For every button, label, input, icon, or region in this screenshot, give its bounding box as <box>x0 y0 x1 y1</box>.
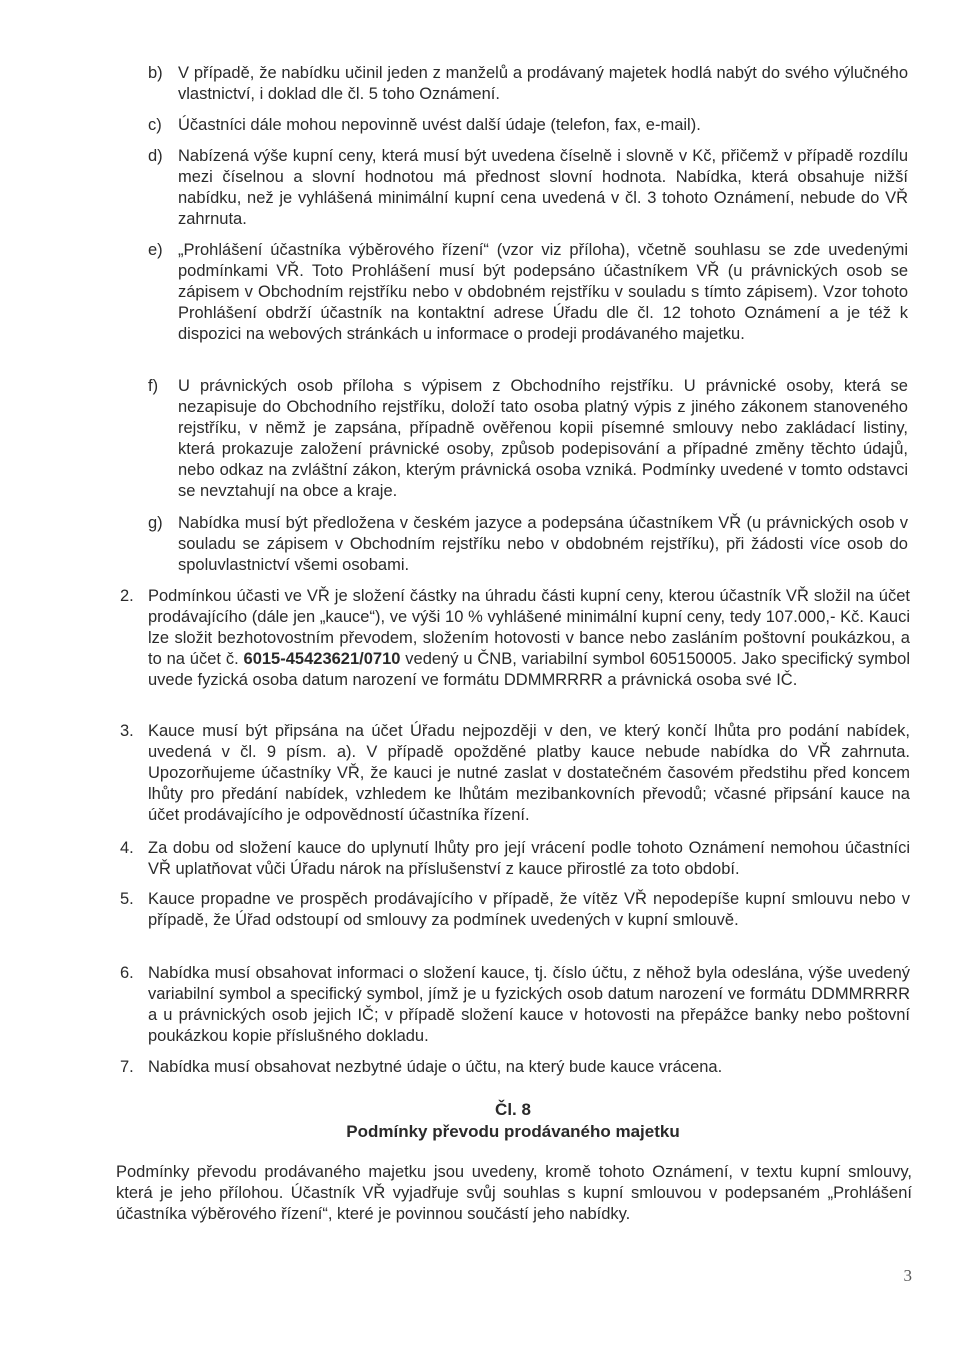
list-item-d <box>148 146 908 230</box>
section-number: Čl. 8 <box>495 1100 531 1119</box>
page-number: 3 <box>903 1266 912 1285</box>
list-item-label: 5. <box>120 890 134 908</box>
list-item-label: d) <box>148 147 163 165</box>
list-item-label: f) <box>148 377 159 395</box>
list-item-text: U právnických osob příloha s výpisem z Obchodního rejstříku. U právnické osoby, která se nezapisuje do Obchodního rejstříku, doloží tato osoba platný výpis z jiného zákonem stanoveného rejstříku, v němž je zapsána, případně ověřenou kopii písemné smlouvy nebo zakládací listiny, která prokazuje založení právnické osoby, způsob podepisování a případné změny těchto údajů, nebo odkaz na zvláštní zákon, kterým právnická osoba vzniká. Podmínky uvedené v tomto odstavci se nevztahují na obce a kraje. <box>178 377 908 500</box>
list-item-label: 4. <box>120 839 134 857</box>
list-item-text: Kauce propadne ve prospěch prodávajícího v případě, že vítěz VŘ nepodepíše kupní smlouvu nebo v případě, že Úřad odstoupí od smlouvy za podmínek uvedených v kupní smlouvě. <box>148 890 910 929</box>
list-item-label: b) <box>148 64 163 82</box>
list-item-text: Za dobu od složení kauce do uplynutí lhůty pro její vrácení podle tohoto Oznámení nemohou účastníci VŘ uplatňovat vůči Úřadu nárok na příslušenství z kauce přirostlé za toto období. <box>148 839 910 878</box>
list-item-text: „Prohlášení účastníka výběrového řízení“ (vzor viz příloha), včetně souhlasu se zde uvedenými podmínkami VŘ. Toto Prohlášení musí být podepsáno účastníkem VŘ (u právnických osob se zápisem v Obchodním rejstříku nebo v obdobném rejstříku v souladu s tímto zápisem). Vzor tohoto Prohlášení obdrží účastník na kontaktní adrese Úřadu dle čl. 12 tohoto Oznámení a je též k dispozici na webových stránkách u informace o prodeji prodávaného majetku. <box>178 241 908 343</box>
section-title: Podmínky převodu prodávaného majetku <box>346 1122 680 1141</box>
list-item-text: Kauce musí být připsána na účet Úřadu nejpozději v den, ve který končí lhůta pro podání nabídek, uvedená v čl. 9 písm. a). V případě opožděné platby kauce nebude nabídka do VŘ zahrnuta. Upozorňujeme účastníky VŘ, že kauci je nutné zaslat v dostatečném časovém předstihu před koncem lhůty pro předání nabídek, vzhledem ke lhůtám mezibankovních převodů; včasné připsání kauce na účet prodávajícího je odpovědností účastníka řízení. <box>148 722 910 824</box>
list-item-label: 7. <box>120 1058 134 1076</box>
list-item-text: Nabídka musí být předložena v českém jazyce a podepsána účastníkem VŘ (u právnických osob v souladu se zápisem v Obchodním rejstříku nebo v obdobném rejstříku), při žádosti více osob do spoluvlastnictví všemi osobami. <box>178 514 908 574</box>
list-item-label: 3. <box>120 722 134 740</box>
list-item-label: 6. <box>120 964 134 982</box>
list-item-label: e) <box>148 241 163 259</box>
list-item-5 <box>120 889 910 931</box>
list-item-text: Nabídka musí obsahovat nezbytné údaje o účtu, na který bude kauce vrácena. <box>148 1058 723 1076</box>
list-item-text: Nabízená výše kupní ceny, která musí být uvedena číselně i slovně v Kč, přičemž v případě rozdílu mezi číselnou a slovní hodnotou má přednost slovní hodnota. Nabídka, která obsahuje nižší nabídku, než je vyhlášená minimální kupní cena uvedená v čl. 3 tohoto Oznámení, nebude do VŘ zahrnuta. <box>178 147 908 228</box>
list-item-3 <box>120 721 910 826</box>
list-item-text: Podmínkou účasti ve VŘ je složení částky na úhradu části kupní ceny, kterou účastník VŘ složil na účet prodávajícího (dále jen „kauce“), ve výši 10 % vyhlášené minimální kupní ceny, tedy 107.000,- Kč. Kauci lze složit bezhotovostním převodem, složením hotovosti v bance nebo zasláním poštovní poukázkou, a to na účet č. <box>148 587 910 668</box>
list-item-7 <box>120 1057 910 1078</box>
section-body: Podmínky převodu prodávaného majetku jsou uvedeny, kromě tohoto Oznámení, v textu kupní smlouvy, která je jeho přílohou. Účastník VŘ vyjadřuje svůj souhlas s kupní smlouvou v podepsaném „Prohlášení účastníka výběrového řízení“, které je povinnou součástí jeho nabídky. <box>116 1163 912 1223</box>
list-item-text: vedený u ČNB, variabilní symbol 605150005. Jako specifický symbol uvede fyzická osoba datum narození ve formátu DDMMRRRR a právnická osoba své IČ. <box>148 650 910 689</box>
list-item-e <box>148 240 908 345</box>
list-item-6 <box>120 963 910 1047</box>
list-item-label: 2. <box>120 587 134 605</box>
list-item-b <box>148 63 908 105</box>
list-item-4 <box>120 838 910 880</box>
list-item-g <box>148 513 908 576</box>
list-item-label: c) <box>148 116 162 134</box>
list-item-text: Účastníci dále mohou nepovinně uvést další údaje (telefon, fax, e-mail). <box>178 116 701 134</box>
list-item-label: g) <box>148 514 163 532</box>
list-item-text: V případě, že nabídku učinil jeden z manželů a prodávaný majetek hodlá nabýt do svého výlučného vlastnictví, i doklad dle čl. 5 toho Oznámení. <box>178 64 908 103</box>
account-number: 6015-45423621/0710 <box>243 650 401 668</box>
list-item-text: Nabídka musí obsahovat informaci o složení kauce, tj. číslo účtu, z něhož byla odeslána, výše uvedený variabilní symbol a specifický symbol, jímž je u fyzických osob datum narození ve formátu DDMMRRRR a u právnických osob jejich IČ; v případě složení kauce v hotovosti na přepážce banky nebo poštovní poukázkou kopie příslušného dokladu. <box>148 964 910 1045</box>
list-item-c <box>148 115 908 136</box>
list-item-f <box>148 376 908 502</box>
list-item-2 <box>120 586 910 691</box>
